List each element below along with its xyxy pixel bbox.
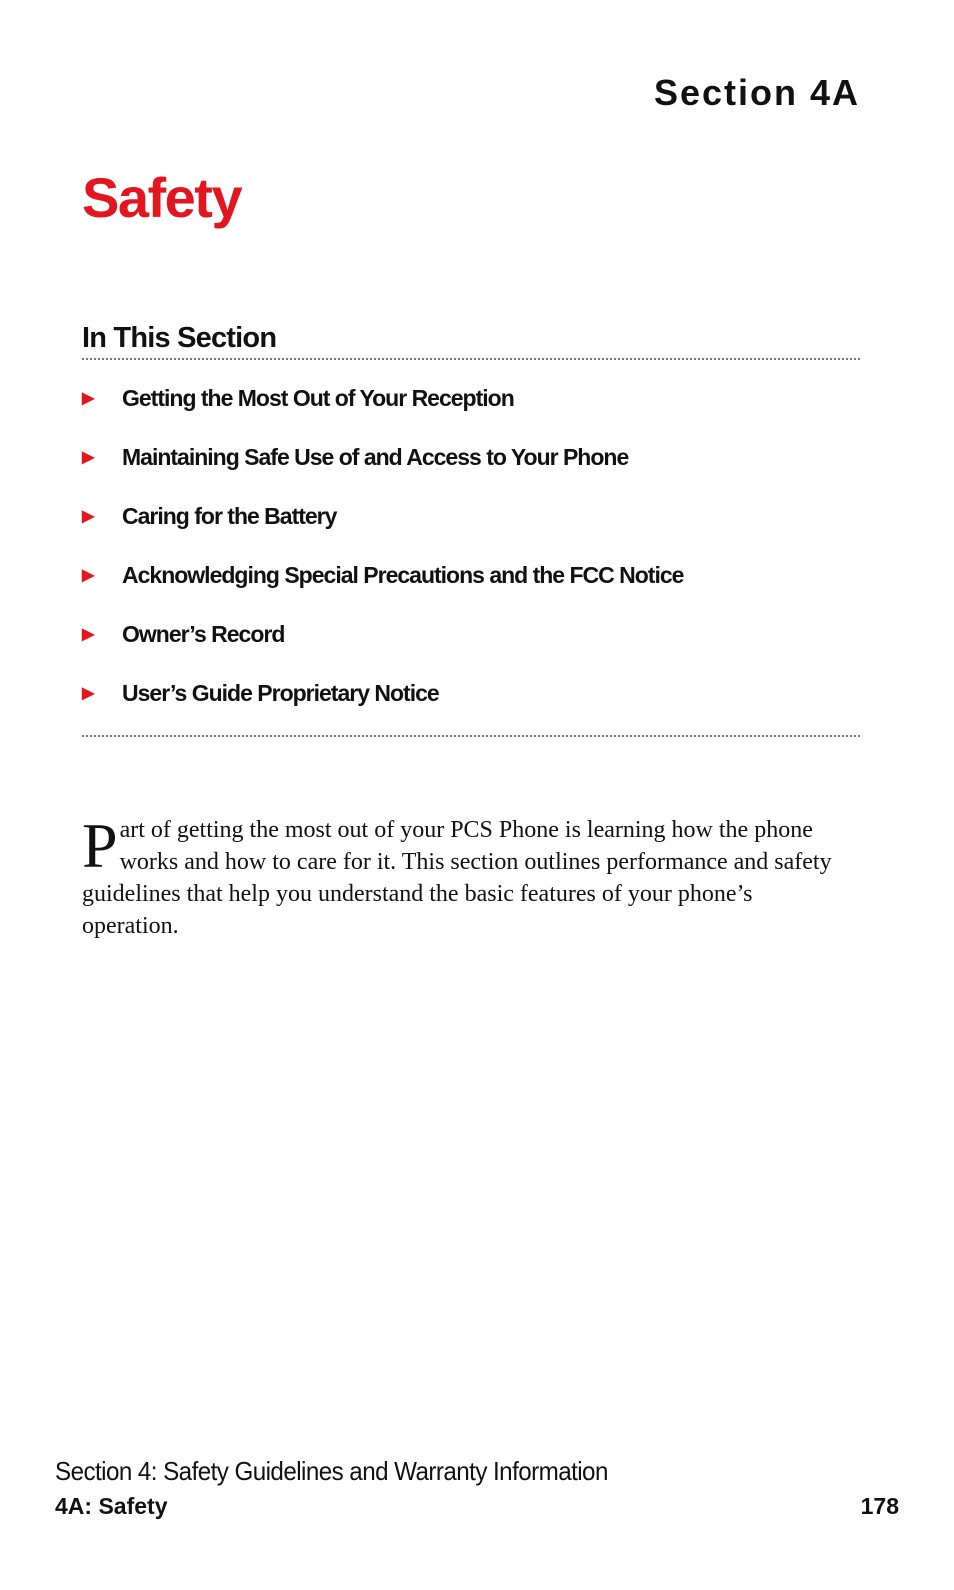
topic-proprietary-notice	[82, 664, 860, 723]
topic-label: Getting the Most Out of Your Reception	[122, 385, 514, 411]
topic-battery	[82, 487, 860, 546]
topic-owners-record	[82, 605, 860, 664]
drop-cap: P	[82, 810, 118, 881]
section-label: Section 4A	[653, 72, 860, 113]
topic-label: Maintaining Safe Use of and Access to Your Phone	[122, 444, 629, 470]
triangle-bullet-icon: ▶	[82, 390, 94, 407]
topic-safe-use	[82, 428, 860, 487]
bottom-dotted-divider	[82, 735, 860, 737]
in-this-section-heading: In This Section	[82, 322, 277, 354]
top-dotted-divider	[82, 358, 860, 360]
topic-label: Caring for the Battery	[122, 503, 337, 529]
triangle-bullet-icon: ▶	[82, 567, 94, 584]
footer-subsection-title: 4A: Safety	[55, 1493, 168, 1519]
triangle-bullet-icon: ▶	[82, 449, 94, 466]
topic-fcc-notice	[82, 546, 860, 605]
intro-text: art of getting the most out of your PCS Phone is learning how the phone works and how to care for it. This section outlines performance and safety guidelines that help you understand the basic features of your phone’s operation.	[82, 817, 832, 939]
page-number: 178	[860, 1493, 899, 1519]
topic-label: User’s Guide Proprietary Notice	[122, 680, 439, 706]
topic-label: Acknowledging Special Precautions and the FCC Notice	[122, 562, 684, 588]
footer-section-title: Section 4: Safety Guidelines and Warranty Information	[55, 1456, 608, 1486]
triangle-bullet-icon: ▶	[82, 508, 94, 525]
triangle-bullet-icon: ▶	[82, 685, 94, 702]
triangle-bullet-icon: ▶	[82, 626, 94, 643]
intro-paragraph	[82, 810, 842, 942]
page-title: Safety	[82, 166, 242, 229]
in-this-section	[82, 318, 860, 737]
section-topic-list	[82, 369, 860, 723]
topic-reception	[82, 369, 860, 428]
topic-label: Owner’s Record	[122, 621, 285, 647]
